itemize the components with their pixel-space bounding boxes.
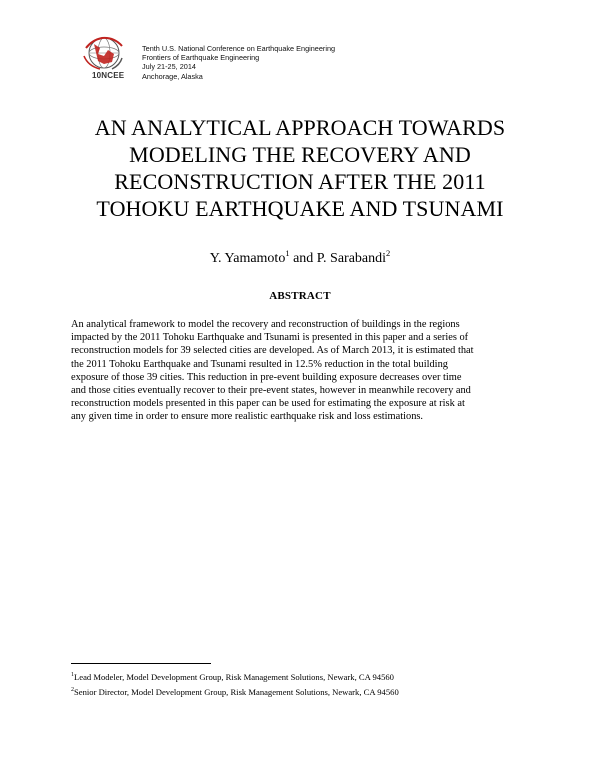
title-line: AN ANALYTICAL APPROACH TOWARDS <box>94 115 506 140</box>
abstract-line: and those cities eventually recover to their pre-event states, however in meanwhile recovery and <box>71 385 471 397</box>
conference-logo <box>78 34 134 82</box>
abstract-line: impacted by the 2011 Tohoku Earthquake and Tsunami is presented in this paper and a series of <box>71 332 469 344</box>
footnote-1 <box>71 669 399 684</box>
abstract-line: the 2011 Tohoku Earthquake and Tsunami resulted in 12.5% reduction in the total building <box>71 358 448 370</box>
paper-title <box>40 114 560 222</box>
author-1-affiliation-mark: 1 <box>285 248 290 258</box>
conference-dates: July 21-25, 2014 <box>142 62 196 72</box>
logo-label: 10NCEE <box>92 71 125 80</box>
title-line: TOHOKU EARTHQUAKE AND TSUNAMI <box>96 196 504 221</box>
abstract-line: exposure of those 39 cities. This reduction in pre-event building exposure decreases over time <box>71 371 462 383</box>
abstract-line: any given time in order to ensure more realistic earthquake risk and loss estimations. <box>71 411 424 423</box>
abstract-heading: ABSTRACT <box>269 290 331 302</box>
abstract-line: reconstruction models for 39 selected cities are developed. As of March 2013, it is estimated that <box>71 345 474 357</box>
globe-logo-icon <box>78 34 134 74</box>
title-line: MODELING THE RECOVERY AND <box>129 142 471 167</box>
conference-name: Tenth U.S. National Conference on Earthquake Engineering <box>142 44 336 53</box>
footnote-1-text: Lead Modeler, Model Development Group, Risk Management Solutions, Newark, CA 94560 <box>74 672 394 682</box>
footnote-2-mark: 2 <box>71 687 74 693</box>
author-1: Y. Yamamoto <box>209 251 286 266</box>
conference-header <box>78 34 498 84</box>
abstract-line: reconstruction models presented in this paper can be used for estimating the exposure at risk at <box>71 398 465 410</box>
author-line <box>0 248 600 267</box>
conference-subtitle: Frontiers of Earthquake Engineering <box>142 53 260 63</box>
footnote-2-text: Senior Director, Model Development Group, Risk Management Solutions, Newark, CA 94560 <box>74 687 399 697</box>
footnotes <box>71 669 399 699</box>
abstract-line: An analytical framework to model the recovery and reconstruction of buildings in the regions <box>71 319 460 330</box>
footnote-1-mark: 1 <box>71 672 74 678</box>
conference-info <box>142 44 335 81</box>
title-line: RECONSTRUCTION AFTER THE 2011 <box>114 169 486 194</box>
footnote-divider <box>71 663 211 664</box>
footnote-2 <box>71 684 399 699</box>
author-2: P. Sarabandi <box>316 251 387 266</box>
author-2-affiliation-mark: 2 <box>386 248 391 258</box>
author-conjunction: and <box>289 251 317 266</box>
conference-location: Anchorage, Alaska <box>142 71 203 81</box>
abstract-body <box>71 318 541 424</box>
